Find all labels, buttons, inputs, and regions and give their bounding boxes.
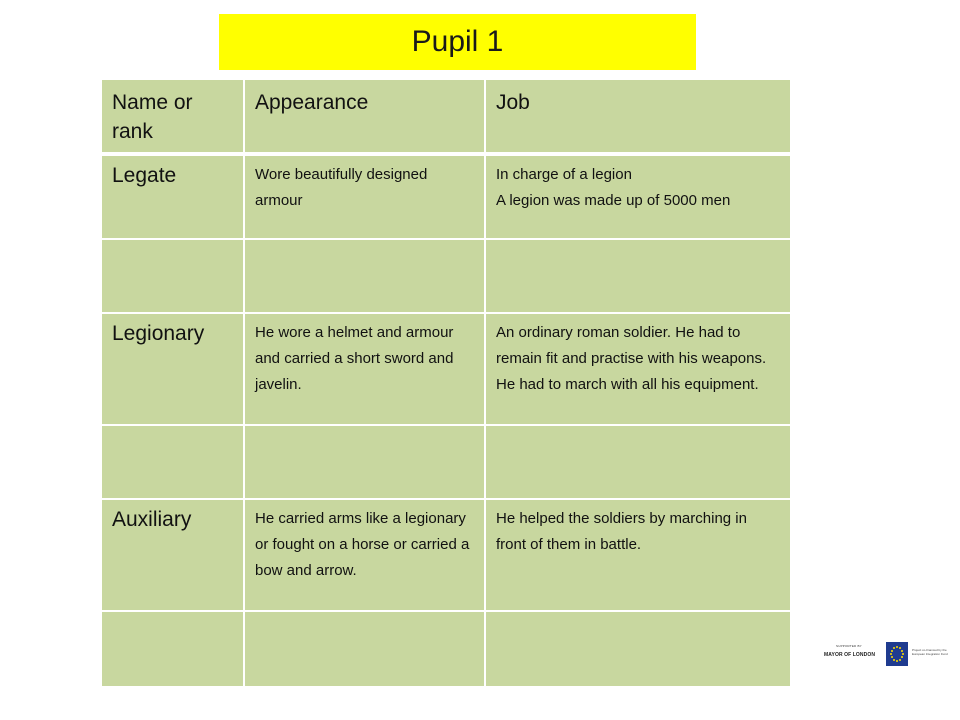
roles-table xyxy=(102,80,790,686)
job-text: A legion was made up of 5000 men xyxy=(496,192,731,209)
job-cell xyxy=(486,156,790,240)
rank-cell: Legionary xyxy=(102,314,245,426)
job-cell xyxy=(486,314,790,426)
mayor-of-london-logo xyxy=(822,644,878,666)
appearance-cell xyxy=(245,156,486,240)
empty-cell xyxy=(486,240,790,314)
empty-cell xyxy=(245,612,486,686)
empty-cell xyxy=(102,240,245,314)
rank-cell: Auxiliary xyxy=(102,500,245,612)
empty-cell xyxy=(486,612,790,686)
appearance-cell xyxy=(245,314,486,426)
sponsor-logos xyxy=(822,642,950,670)
appearance-text: He wore a helmet and armour and carried a short sword and javelin. xyxy=(255,324,454,393)
rank-cell: Legate xyxy=(102,156,245,240)
empty-cell xyxy=(245,240,486,314)
empty-cell xyxy=(102,612,245,686)
eu-caption: Project co-financed by the European Integration Fund xyxy=(912,648,948,656)
header-name-or-rank: Name or rank xyxy=(102,80,245,156)
eu-stars-icon xyxy=(886,642,908,666)
empty-cell xyxy=(102,426,245,500)
job-cell xyxy=(486,500,790,612)
empty-cell xyxy=(245,426,486,500)
job-text: He helped the soldiers by marching in front of them in battle. xyxy=(496,510,747,553)
table-header-row xyxy=(102,80,790,156)
eu-flag-icon xyxy=(886,642,908,666)
table-row-empty xyxy=(102,240,790,314)
table-row xyxy=(102,156,790,240)
empty-cell xyxy=(486,426,790,500)
job-text: In charge of a legion xyxy=(496,166,632,183)
table-row-empty xyxy=(102,612,790,686)
header-appearance: Appearance xyxy=(245,80,486,156)
table-row xyxy=(102,314,790,426)
header-job: Job xyxy=(486,80,790,156)
table-row xyxy=(102,500,790,612)
mayor-supported-text: SUPPORTED BY xyxy=(836,644,862,648)
mayor-text: MAYOR OF LONDON xyxy=(824,652,876,658)
table-row-empty xyxy=(102,426,790,500)
appearance-text: Wore beautifully designed armour xyxy=(255,166,428,209)
appearance-cell xyxy=(245,500,486,612)
appearance-text: He carried arms like a legionary or fought on a horse or carried a bow and arrow. xyxy=(255,510,470,579)
job-text: An ordinary roman soldier. He had to remain fit and practise with his weapons. He had to march with all his equipment. xyxy=(496,324,767,393)
page-title: Pupil 1 xyxy=(219,14,696,70)
